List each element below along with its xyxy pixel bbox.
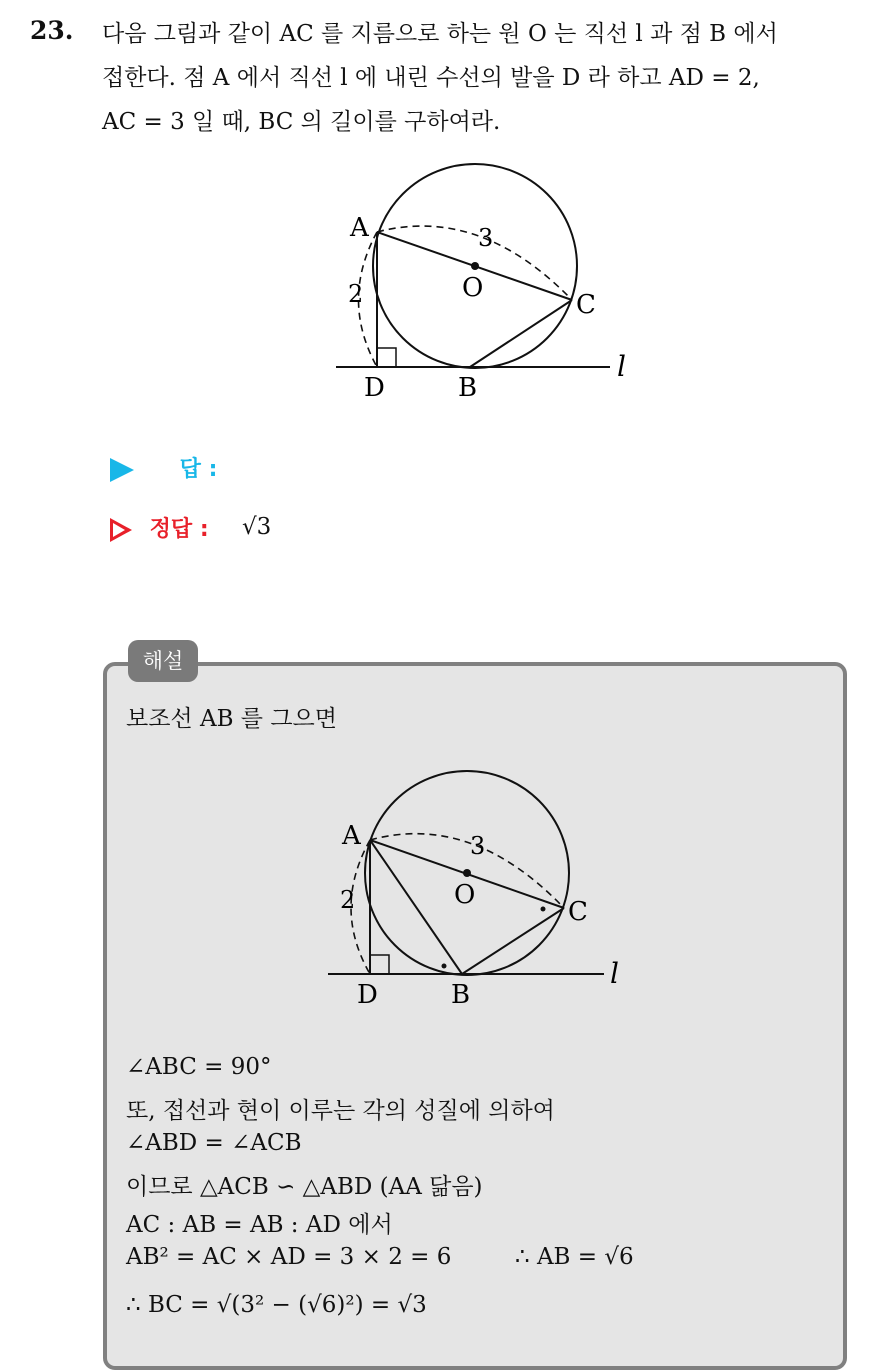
label-l: l [617,350,626,383]
label-length-ad: 2 [340,886,356,914]
label-c: C [568,897,588,927]
label-length-ac: 3 [470,832,486,860]
solution-intro: 보조선 AB 를 그으면 [126,706,337,732]
label-d: D [357,980,378,1010]
outline-arrow-icon [110,518,132,542]
label-o: O [462,273,484,303]
correct-answer-label: 정답 : [149,517,209,542]
problem-number: 23. [30,16,74,45]
angle-dot-b [442,964,447,969]
figure-solution [320,760,630,1015]
solution-tab: 해설 [128,640,198,682]
problem-text [102,12,872,144]
right-angle-mark [370,955,389,974]
problem-line-3: AC = 3 일 때, BC 의 길이를 구하여라. [102,109,501,135]
label-d: D [364,373,385,403]
solution-line-6: AB² = AC × AD = 3 × 2 = 6 [126,1244,452,1270]
solution-line-3: ∠ABD = ∠ACB [126,1130,302,1156]
label-l: l [610,957,619,990]
label-b: B [451,980,471,1010]
solution-line-4: 이므로 △ACB ∽ △ABD (AA 닮음) [126,1174,483,1200]
answer-label: 답 : [179,457,218,482]
label-length-ac: 3 [478,224,494,252]
segment-ab [370,840,462,974]
solution-line-1: ∠ABC = 90° [126,1054,272,1080]
problem-line-2: 접한다. 점 A 에서 직선 l 에 내린 수선의 발을 D 라 하고 AD = 2, [102,65,760,91]
right-angle-mark [377,348,396,367]
correct-answer-value: √3 [242,514,272,540]
solution-line-2: 또, 접선과 현이 이루는 각의 성질에 의하여 [126,1098,555,1124]
label-a: A [350,213,369,243]
label-a: A [342,821,361,851]
label-length-ad: 2 [348,280,364,308]
label-c: C [576,290,596,320]
correct-answer-row [110,512,209,543]
center-o-point [463,869,471,877]
label-o: O [454,880,476,910]
angle-dot-c [541,907,546,912]
answer-row [110,452,217,483]
solution-line-7: ∴ AB = √6 [515,1244,634,1270]
play-arrow-icon [110,458,134,482]
label-b: B [458,373,478,403]
problem-line-1: 다음 그림과 같이 AC 를 지름으로 하는 원 O 는 직선 l 과 점 B 에서 [102,21,778,47]
solution-line-8: ∴ BC = √(3² − (√6)²) = √3 [126,1292,427,1318]
center-o-point [471,262,479,270]
figure-problem [330,150,640,410]
solution-line-5: AC : AB = AB : AD 에서 [126,1212,393,1238]
